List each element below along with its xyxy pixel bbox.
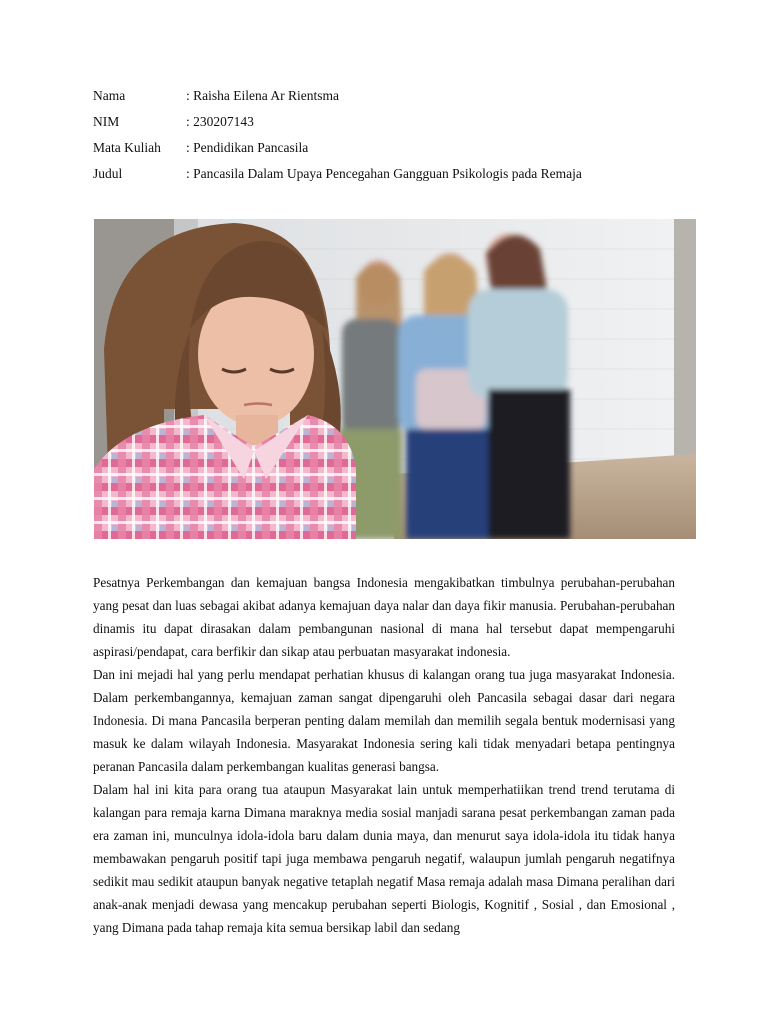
info-value: : Pancasila Dalam Upaya Pencegahan Gangguan Psikologis pada Remaja: [186, 166, 582, 181]
info-label: Judul: [93, 166, 123, 181]
paragraph: Pesatnya Perkembangan dan kemajuan bangsa Indonesia mengakibatkan timbulnya perubahan-perubahan yang pesat dan luas sebagai akibat adanya kemajuan daya nalar dan daya fikir manusia. Perubahan-perubahan dinamis itu dapat dirasakan dalam pembangunan nasional di mana hal tersebut dapat mempengaruhi aspirasi/pendapat, cara berfikir dan sikap atau perbuatan masyarakat indonesia.: [93, 575, 675, 659]
student-info: [93, 86, 693, 190]
paragraph: Dalam hal ini kita para orang tua ataupun Masyarakat lain untuk memperhatiikan trend trend terutama di kalangan para remaja karna Dimana maraknya media sosial manjadi sarana pesat perkembangan zaman pada era zaman ini, munculnya idola-idola baru dalam dunia maya, dan menurut saya idola-idola itu tidak hanya membawakan pengaruh positif tapi juga membawa pengaruh negatif, walaupun jumlah pengaruh negatifnya sedikit mau sedikit ataupun banyak negative tetaplah negatif Masa remaja adalah masa Dimana peralihan dari anak-anak menjadi dewasa yang mencakup perubahan seperti Biologis, Kognitif , Sosial , dan Emosional , yang Dimana pada tahap remaja kita semua bersikap labil dan sedang: [93, 782, 675, 935]
paragraph: Dan ini mejadi hal yang perlu mendapat perhatian khusus di kalangan orang tua juga masyarakat Indonesia. Dalam perkembangannya, kemajuan zaman sangat dipengaruhi oleh Pancasila sebagai dasar dari negara Indonesia. Di mana Pancasila berperan penting dalam memilah dan memilih segala bentuk modernisasi yang masuk ke dalam wilayah Indonesia. Masyarakat Indonesia sering kali tidak menyadari betapa pentingnya peranan Pancasila dalam perkembangan kualitas generasi bangsa.: [93, 667, 675, 774]
info-row-nama: [93, 86, 693, 112]
article-body: [93, 571, 675, 939]
info-row-judul: [93, 164, 693, 190]
info-label: Mata Kuliah: [93, 140, 161, 155]
info-value: : Raisha Eilena Ar Rientsma: [186, 88, 339, 103]
info-value: : 230207143: [186, 114, 254, 129]
info-label: NIM: [93, 114, 120, 129]
info-row-mata-kuliah: [93, 138, 693, 164]
info-row-nim: [93, 112, 693, 138]
info-value: : Pendidikan Pancasila: [186, 140, 309, 155]
info-label: Nama: [93, 88, 126, 103]
article-photo: [94, 219, 696, 539]
